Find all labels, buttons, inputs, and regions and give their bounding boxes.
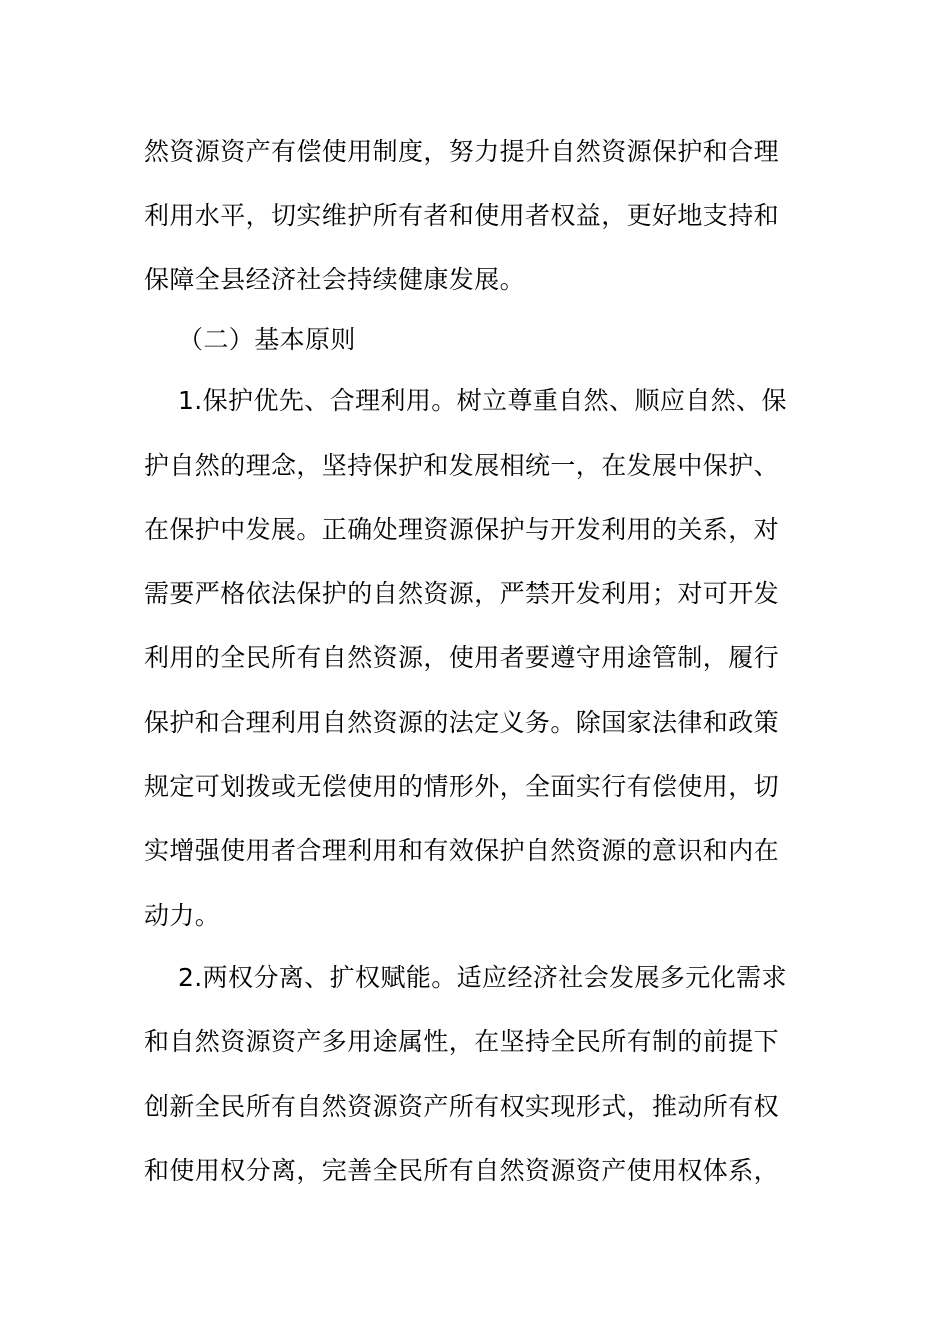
paragraph-line: 和使用权分离，完善全民所有自然资源资产使用权体系， <box>144 1156 780 1185</box>
paragraph-line: 1.保护优先、合理利用。树立尊重自然、顺应自然、保 <box>178 386 787 415</box>
paragraph-line: 护自然的理念，坚持保护和发展相统一，在发展中保护、 <box>144 451 780 480</box>
paragraph-line: 利用的全民所有自然资源，使用者要遵守用途管制，履行 <box>144 643 780 672</box>
paragraph-line: 2.两权分离、扩权赋能。适应经济社会发展多元化需求 <box>178 963 787 992</box>
paragraph-line: 在保护中发展。正确处理资源保护与开发利用的关系，对 <box>144 515 780 544</box>
paragraph-line: 需要严格依法保护的自然资源，严禁开发利用；对可开发 <box>144 579 780 608</box>
paragraph-line: 利用水平，切实维护所有者和使用者权益，更好地支持和 <box>144 201 780 230</box>
paragraph-line: 保护和合理利用自然资源的法定义务。除国家法律和政策 <box>144 708 780 737</box>
section-heading: （二）基本原则 <box>178 325 356 354</box>
paragraph-line: 实增强使用者合理利用和有效保护自然资源的意识和内在 <box>144 836 780 865</box>
paragraph-line: 然资源资产有偿使用制度，努力提升自然资源保护和合理 <box>144 137 780 166</box>
paragraph-line: 规定可划拨或无偿使用的情形外，全面实行有偿使用，切 <box>144 772 780 801</box>
paragraph-line: 动力。 <box>144 901 221 930</box>
paragraph-line: 创新全民所有自然资源资产所有权实现形式，推动所有权 <box>144 1092 780 1121</box>
paragraph-line: 和自然资源资产多用途属性，在坚持全民所有制的前提下 <box>144 1027 780 1056</box>
paragraph-line: 保障全县经济社会持续健康发展。 <box>144 265 526 294</box>
